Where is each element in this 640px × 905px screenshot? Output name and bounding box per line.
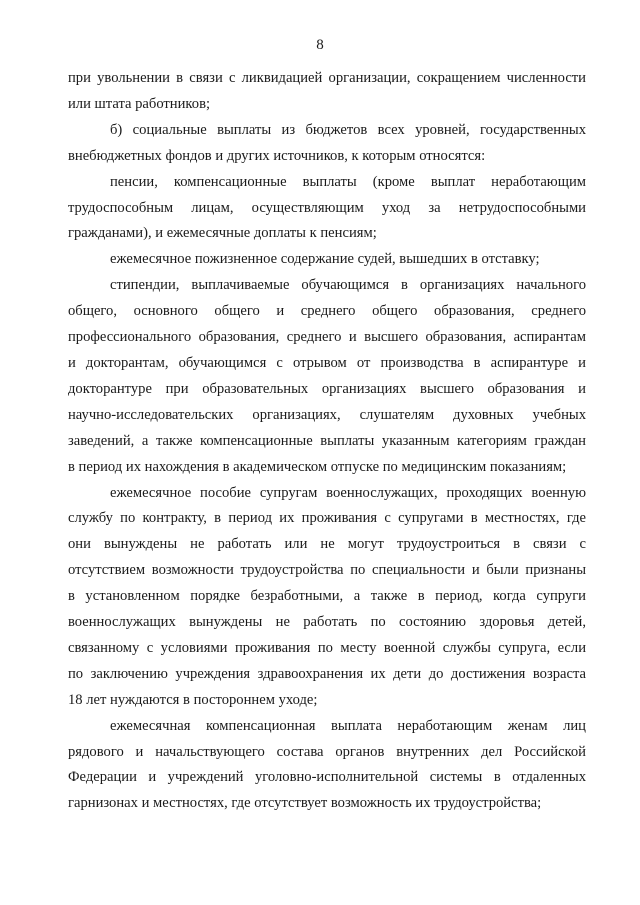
text-line: общего, основного общего и среднего общего образования, среднего [68, 303, 586, 320]
text-line: в период их нахождения в академическом отпуске по медицинским показаниям; [68, 458, 567, 475]
text-line: внебюджетных фондов и других источников, к которым относятся: [68, 147, 486, 164]
page-number: 8 [316, 37, 324, 53]
document-body [68, 66, 586, 817]
text-line: научно-исследовательских организациях, слушателям духовных учебных [68, 406, 586, 423]
text-line: заведений, а также компенсационные выплаты указанным категориям граждан [68, 432, 586, 449]
text-line: они вынуждены не работать или не могут трудоустроиться в связи с [68, 536, 586, 553]
text-line: ежемесячное пожизненное содержание судей, вышедших в отставку; [110, 251, 540, 268]
text-line: в установленном порядке безработными, а также в период, когда супруги [68, 588, 586, 605]
text-line: гарнизонах и местностях, где отсутствует возможность их трудоустройства; [68, 795, 542, 812]
text-line: ежемесячная компенсационная выплата неработающим женам лиц [110, 717, 586, 734]
text-line: ежемесячное пособие супругам военнослужащих, проходящих военную [110, 484, 586, 501]
text-line: пенсии, компенсационные выплаты (кроме выплат неработающим [110, 173, 586, 190]
text-line: Федерации и учреждений уголовно-исполнительной системы в отдаленных [68, 769, 586, 786]
text-line: по заключению учреждения здравоохранения их дети до достижения возраста [68, 665, 586, 682]
paragraph [68, 66, 586, 118]
paragraph [68, 247, 586, 273]
text-line: при увольнении в связи с ликвидацией организации, сокращением численности [68, 70, 586, 86]
text-line: военнослужащих вынуждены не работать по состоянию здоровья детей, [68, 614, 586, 631]
paragraph [68, 170, 586, 248]
text-line: докторантуре при образовательных организациях высшего образования и [68, 380, 586, 397]
text-line: стипендии, выплачиваемые обучающимся в организациях начального [110, 277, 586, 294]
text-line: или штата работников; [68, 95, 211, 112]
text-line: рядового и начальствующего состава органов внутренних дел Российской [68, 743, 586, 760]
paragraph [68, 118, 586, 170]
text-line: трудоспособным лицам, осуществляющим уход за нетрудоспособными [68, 199, 586, 216]
text-line: 18 лет нуждаются в постороннем уходе; [68, 691, 318, 708]
text-line: и докторантам, обучающимся с отрывом от производства в аспирантуре и [68, 354, 586, 371]
text-line: отсутствием возможности трудоустройства по специальности и были признаны [68, 562, 586, 579]
text-line: профессионального образования, среднего и высшего образования, аспирантам [68, 329, 586, 346]
text-line: службу по контракту, в период их проживания с супругами в местностях, где [68, 510, 586, 527]
paragraph [68, 481, 586, 714]
text-line: связанному с условиями проживания по месту военной службы супруга, если [68, 639, 586, 656]
paragraph [68, 273, 586, 480]
text-line: гражданами), и ежемесячные доплаты к пенсиям; [68, 225, 377, 242]
text-line: б) социальные выплаты из бюджетов всех уровней, государственных [110, 121, 586, 138]
paragraph [68, 714, 586, 818]
